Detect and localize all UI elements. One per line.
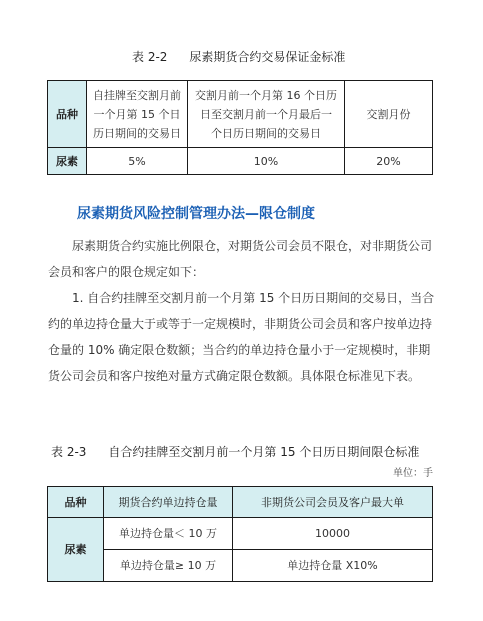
table-cell: 交割月前一个月第 16 个日历 日至交割月前一个月最后一 个日历日期间的交易日 — [188, 81, 345, 148]
table-cell: 20% — [345, 148, 433, 175]
table-row — [48, 148, 433, 175]
table-cell: 交割月份 — [345, 81, 433, 148]
column-header: 非期货公司会员及客户最大单 — [233, 487, 433, 518]
paragraph — [48, 285, 438, 389]
unit-label: 单位：手 — [393, 468, 433, 479]
paragraph-text: 尿素期货合约实施比例限仓，对期货公司会员不限仓，对非期货公司会员和客户的限仓规定如下： — [48, 239, 433, 279]
table-caption — [132, 48, 345, 65]
table-cell: 10% — [188, 148, 345, 175]
table-cell: 自挂牌至交割月前 一个月第 15 个日 历日期间的交易日 — [87, 81, 188, 148]
table-cell: 5% — [87, 148, 188, 175]
table-number: 表 2-2 — [132, 50, 168, 64]
table-title: 尿素期货合约交易保证金标准 — [189, 50, 346, 64]
table-number: 表 2-3 — [51, 445, 87, 459]
paragraph — [48, 233, 438, 285]
table-caption — [51, 443, 419, 460]
table-cell: 单边持仓量≥ 10 万 — [104, 550, 233, 582]
row-header-cell: 品种 — [48, 81, 87, 148]
margin-standard-table — [47, 80, 433, 175]
row-header-cell: 尿素 — [48, 518, 104, 582]
section-title: 尿素期货风险控制管理办法—限仓制度 — [77, 206, 315, 222]
row-header-cell: 尿素 — [48, 148, 87, 175]
table-cell: 单边持仓量 X10% — [233, 550, 433, 582]
column-header: 品种 — [48, 487, 104, 518]
paragraph-text: 1. 自合约挂牌至交割月前一个月第 15 个日历日期间的交易日，当合约的单边持仓量大于或等于一定规模时，非期货公司会员和客户按单边持仓量的 10% 确定限仓数额；当合约的单边持仓量小于一定规模时，非期货公司会员和客户按绝对量方式确定限仓数额。具体限仓标准见下表。 — [48, 291, 435, 383]
table-row — [48, 550, 433, 582]
table-header-row — [48, 81, 433, 148]
table-cell: 10000 — [233, 518, 433, 550]
table-cell: 单边持仓量＜ 10 万 — [104, 518, 233, 550]
table-header-row — [48, 487, 433, 518]
table-title: 自合约挂牌至交割月前一个月第 15 个日历日期间限仓标准 — [108, 445, 420, 459]
table-row — [48, 518, 433, 550]
column-header: 期货合约单边持仓量 — [104, 487, 233, 518]
position-limit-table — [47, 486, 433, 582]
